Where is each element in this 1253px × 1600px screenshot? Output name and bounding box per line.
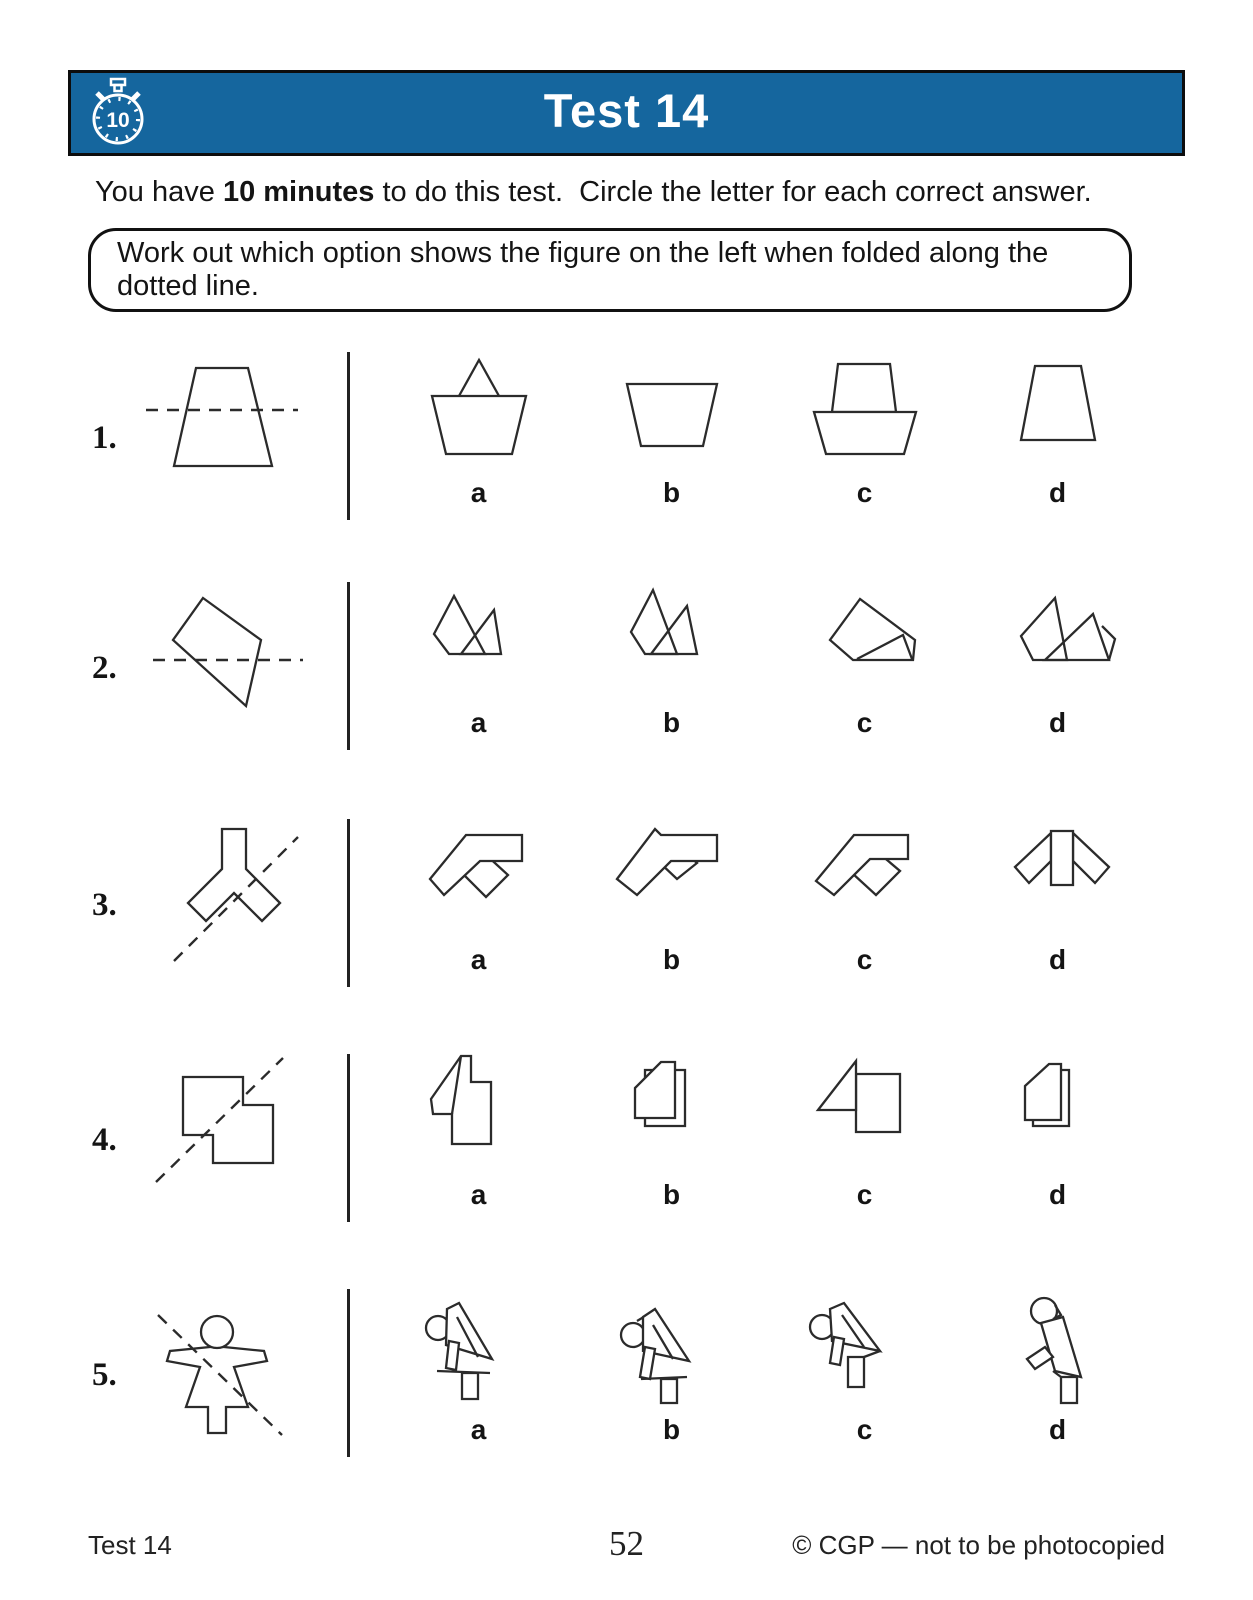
option-letter[interactable]: c	[856, 944, 873, 975]
option-letter[interactable]: a	[470, 707, 487, 738]
q3-option-c-shape	[790, 815, 940, 940]
question-number: 2.	[92, 650, 117, 686]
q3-option-a-shape	[404, 815, 554, 940]
q2-options	[382, 578, 1154, 739]
q3-source-figure	[138, 815, 338, 985]
q2-option-b[interactable]	[575, 578, 768, 739]
q1-source-figure	[138, 348, 338, 518]
q3-option-d-shape	[983, 815, 1133, 940]
question-number: 4.	[92, 1122, 117, 1158]
question-number: 1.	[92, 420, 117, 456]
question-row-4	[0, 1050, 1253, 1265]
intro-line	[95, 176, 1092, 209]
divider-line	[347, 352, 350, 520]
q5-source-figure	[138, 1285, 338, 1460]
q1-option-a[interactable]	[382, 348, 575, 509]
q3-option-b-shape	[597, 815, 747, 940]
q3-option-b[interactable]	[575, 815, 768, 976]
intro-bold: 10 minutes	[222, 176, 375, 208]
footer-copyright: © CGP — not to be photocopied	[792, 1530, 1165, 1560]
divider-line	[347, 819, 350, 987]
question-row-5	[0, 1285, 1253, 1500]
q4-option-b[interactable]	[575, 1050, 768, 1211]
q1-option-d-shape	[983, 348, 1133, 473]
q3-option-c[interactable]	[768, 815, 961, 976]
divider-line	[347, 1054, 350, 1222]
option-letter[interactable]: d	[1048, 1179, 1067, 1210]
q5-option-a[interactable]	[382, 1285, 575, 1446]
q2-option-a-shape	[404, 578, 554, 703]
option-letter[interactable]: b	[662, 1414, 681, 1445]
q4-option-a-shape	[404, 1050, 554, 1175]
q1-option-c[interactable]	[768, 348, 961, 509]
intro-pre: You have	[95, 176, 223, 208]
option-letter[interactable]: d	[1048, 944, 1067, 975]
option-letter[interactable]: a	[470, 944, 487, 975]
q1-option-d[interactable]	[961, 348, 1154, 509]
q2-option-d[interactable]	[961, 578, 1154, 739]
q2-option-c-shape	[790, 578, 940, 703]
question-row-1	[0, 348, 1253, 563]
q2-option-a[interactable]	[382, 578, 575, 739]
footer-test-label: Test 14	[88, 1530, 172, 1560]
option-letter[interactable]: b	[662, 707, 681, 738]
q5-option-c[interactable]	[768, 1285, 961, 1446]
q5-options	[382, 1285, 1154, 1446]
question-row-3	[0, 815, 1253, 1030]
option-letter[interactable]: d	[1048, 707, 1067, 738]
question-number: 3.	[92, 887, 117, 923]
q4-source-figure	[138, 1050, 338, 1220]
option-letter[interactable]: b	[662, 477, 681, 508]
q1-options	[382, 348, 1154, 509]
q1-option-b-shape	[597, 348, 747, 473]
option-letter[interactable]: d	[1048, 1414, 1067, 1445]
q4-option-b-shape	[597, 1050, 747, 1175]
q5-option-d[interactable]	[961, 1285, 1154, 1446]
instruction-text: Work out which option shows the figure on the left when folded along the dotted line.	[117, 237, 1049, 302]
q4-option-c-shape	[790, 1050, 940, 1175]
instruction-box	[88, 228, 1132, 312]
q3-option-d[interactable]	[961, 815, 1154, 976]
question-number: 5.	[92, 1357, 117, 1393]
q5-option-d-shape	[983, 1285, 1133, 1410]
option-letter[interactable]: b	[662, 944, 681, 975]
divider-line	[347, 582, 350, 750]
q2-source-figure	[138, 578, 338, 748]
q4-option-d-shape	[983, 1050, 1133, 1175]
q1-option-b[interactable]	[575, 348, 768, 509]
page-title: Test 14	[543, 84, 710, 137]
stopwatch-minutes: 10	[106, 109, 130, 132]
option-letter[interactable]: a	[470, 477, 487, 508]
q2-option-c[interactable]	[768, 578, 961, 739]
option-letter[interactable]: a	[470, 1414, 487, 1445]
option-letter[interactable]: c	[856, 477, 873, 508]
page-number: 52	[609, 1524, 644, 1563]
q4-option-c[interactable]	[768, 1050, 961, 1211]
option-letter[interactable]: a	[470, 1179, 487, 1210]
q4-options	[382, 1050, 1154, 1211]
q4-option-a[interactable]	[382, 1050, 575, 1211]
test-header-bar	[68, 70, 1185, 156]
q5-option-a-shape	[404, 1285, 554, 1410]
divider-line	[347, 1289, 350, 1457]
question-row-2	[0, 578, 1253, 793]
intro-post: to do this test. Circle the letter for each correct answer.	[374, 176, 1092, 208]
option-letter[interactable]: d	[1048, 477, 1067, 508]
option-letter[interactable]: b	[662, 1179, 681, 1210]
q1-option-a-shape	[404, 348, 554, 473]
q4-option-d[interactable]	[961, 1050, 1154, 1211]
q2-option-b-shape	[597, 578, 747, 703]
option-letter[interactable]: c	[856, 707, 873, 738]
option-letter[interactable]: c	[856, 1179, 873, 1210]
q5-option-b[interactable]	[575, 1285, 768, 1446]
q5-option-c-shape	[790, 1285, 940, 1410]
q3-options	[382, 815, 1154, 976]
q3-option-a[interactable]	[382, 815, 575, 976]
option-letter[interactable]: c	[856, 1414, 873, 1445]
q2-option-d-shape	[983, 578, 1133, 703]
q1-option-c-shape	[790, 348, 940, 473]
q5-option-b-shape	[597, 1285, 747, 1410]
